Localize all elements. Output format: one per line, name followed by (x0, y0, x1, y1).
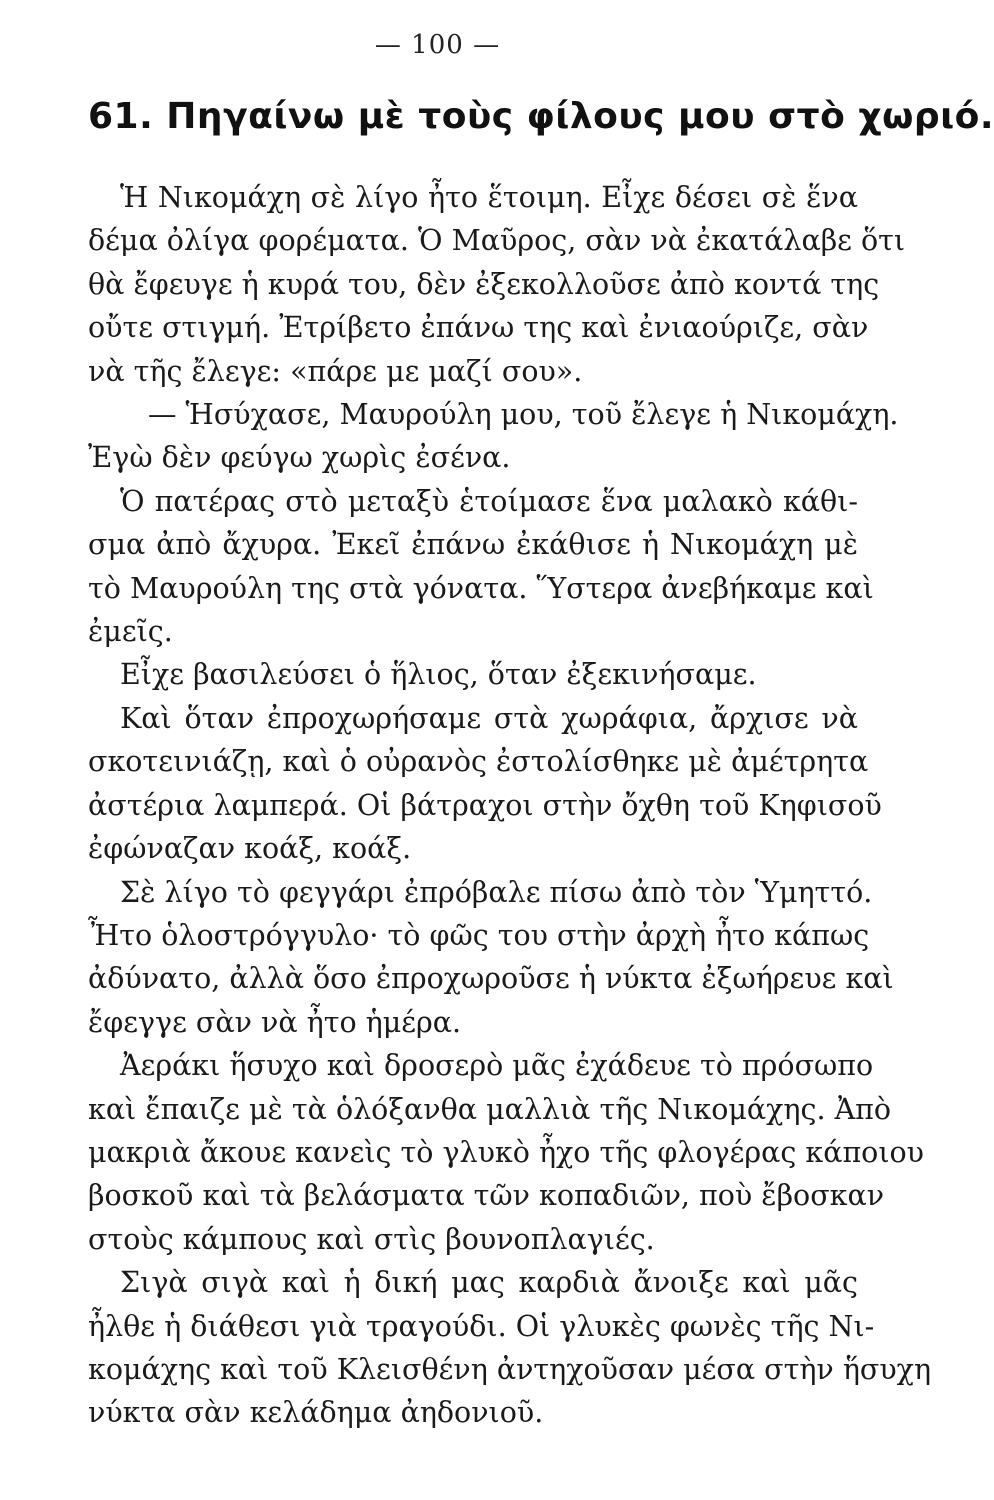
text-line: Καὶ ὅταν ἐπροχωρήσαμε στὰ χωράφια, ἄρχισε νὰ (120, 701, 858, 735)
text-line: τὸ Μαυρούλη της στὰ γόνατα. Ὕστερα ἀνεβήκαμε καὶ (88, 571, 874, 605)
text-line: σκοτεινιάζῃ, καὶ ὁ οὐρανὸς ἐστολίσθηκε μὲ ἀμέτρητα (88, 745, 869, 779)
text-line: — Ἡσύχασε, Μαυρούλη μου, τοῦ ἔλεγε ἡ Νικομάχη. (148, 398, 899, 432)
text-line: ἐφώναζαν κοάξ, κοάξ. (88, 832, 412, 866)
text-line: ἀδύνατο, ἀλλὰ ὅσο ἐπροχωροῦσε ἡ νύκτα ἐξωήρευε καὶ (88, 962, 894, 996)
text-line: Ἀεράκι ἥσυχο καὶ δροσερὸ μᾶς ἐχάδευε τὸ πρόσωπο (120, 1049, 874, 1083)
text-line: καὶ ἔπαιζε μὲ τὰ ὁλόξανθα μαλλιὰ τῆς Νικομάχης. Ἀπὸ (88, 1092, 892, 1126)
text-line: οὔτε στιγμή. Ἐτρίβετο ἐπάνω της καὶ ἐνιαούριζε, σὰν (88, 311, 869, 345)
text-line: κομάχης καὶ τοῦ Κλεισθένη ἀντηχοῦσαν μέσα στὴν ἥσυχη (88, 1352, 932, 1386)
text-line: σμα ἀπὸ ἄχυρα. Ἐκεῖ ἐπάνω ἐκάθισε ἡ Νικομάχη μὲ (88, 528, 858, 562)
text-line: Ἦτο ὁλοστρόγγυλο· τὸ φῶς του στὴν ἀρχὴ ἦτο κάπως (88, 918, 870, 952)
text-line: ἦλθε ἡ διάθεσι γιὰ τραγούδι. Οἱ γλυκὲς φωνὲς τῆς Νι- (88, 1309, 875, 1343)
text-line: νὰ τῆς ἔλεγε: «πάρε με μαζί σου». (88, 354, 583, 388)
text-line: στοὺς κάμπους καὶ στὶς βουνοπλαγιές. (88, 1222, 655, 1256)
text-line: δέμα ὀλίγα φορέματα. Ὁ Μαῦρος, σὰν νὰ ἐκατάλαβε ὅτι (88, 224, 906, 258)
text-line: Εἶχε βασιλεύσει ὁ ἥλιος, ὅταν ἐξεκινήσαμε. (120, 658, 757, 692)
text-line: Ἡ Νικομάχη σὲ λίγο ἦτο ἕτοιμη. Εἶχε δέσει σὲ ἕνα (120, 181, 858, 214)
text-line: θὰ ἔφευγε ἡ κυρά του, δὲν ἐξεκολλοῦσε ἀπὸ κοντά της (88, 267, 880, 301)
text-line: νύκτα σὰν κελάδημα ἀηδονιοῦ. (88, 1396, 544, 1430)
chapter-title: 61. Πηγαίνω μὲ τοὺς φίλους μου στὸ χωριό. (88, 96, 994, 137)
page-number: — 100 — (374, 30, 501, 60)
text-line: Σιγὰ σιγὰ καὶ ἡ δική μας καρδιὰ ἄνοιξε καὶ μᾶς (120, 1266, 858, 1300)
text-line: βοσκοῦ καὶ τὰ βελάσματα τῶν κοπαδιῶν, ποὺ ἔβοσκαν (88, 1179, 885, 1213)
text-line: ἀστέρια λαμπερά. Οἱ βάτραχοι στὴν ὄχθη τοῦ Κηφισοῦ (88, 788, 882, 822)
text-line: Σὲ λίγο τὸ φεγγάρι ἐπρόβαλε πίσω ἀπὸ τὸν Ὑμηττό. (120, 875, 873, 909)
body-text (88, 176, 932, 1435)
text-line: ἔφεγγε σὰν νὰ ἦτο ἡμέρα. (88, 1005, 462, 1039)
text-line: ἐμεῖς. (88, 615, 173, 649)
text-line: Ὁ πατέρας στὸ μεταξὺ ἑτοίμασε ἕνα μαλακὸ κάθι- (120, 484, 858, 518)
text-line: Ἐγὼ δὲν φεύγω χωρὶς ἐσένα. (88, 441, 511, 475)
text-line: μακριὰ ἄκουε κανεὶς τὸ γλυκὸ ἦχο τῆς φλογέρας κάποιου (88, 1135, 924, 1169)
